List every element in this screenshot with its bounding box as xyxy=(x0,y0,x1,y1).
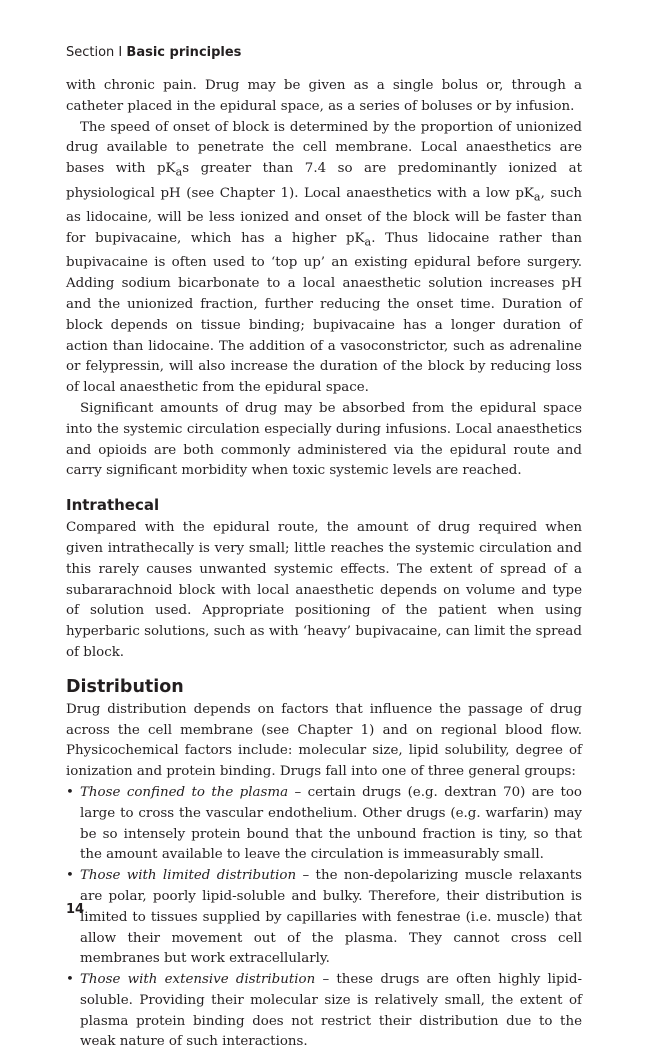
bullet-icon: • xyxy=(66,972,74,988)
distribution-groups-list xyxy=(66,783,582,1053)
list-item-term: Those with limited distribution xyxy=(80,868,297,884)
paragraph-text: s greater than 7.4 so are predominantly ionized at physiological pH (see Chapter 1). Local anaesthetics with a low pK xyxy=(66,161,582,201)
subscript: a xyxy=(533,190,541,204)
intrathecal-heading: Intrathecal xyxy=(66,496,160,515)
running-header xyxy=(66,44,241,62)
paragraph-systemic-absorption: Significant amounts of drug may be absorbed from the epidural space into the systemic circulation especially during infusions. Local anaesthetics and opioids are both commonly administered via the epidural route and carry significant morbidity when toxic systemic levels are reached. xyxy=(66,400,582,479)
subscript: a xyxy=(364,235,372,249)
paragraph-text: The speed of onset of block is determined by the proportion of unionized drug available to penetrate the cell membrane. Local anaesthetics are bases with pK xyxy=(66,119,582,177)
bullet-icon: • xyxy=(66,784,74,800)
subscript: a xyxy=(175,165,183,179)
paragraph-text: . Thus lidocaine rather than bupivacaine is often used to ‘top up’ an existing epidural before surgery. Adding sodium bicarbonate to a local anaesthetic solution increases pH and the unionized fraction, further reducing the onset time. Duration of block depends on tissue binding; bupivacaine has a longer duration of action than lidocaine. The addition of a vasoconstrictor, such as adrenaline or felypressin, will also increase the duration of the block by reducing loss of local anaesthetic from the epidural space. xyxy=(66,230,582,396)
distribution-heading: Distribution xyxy=(66,676,184,697)
paragraph-onset-speed xyxy=(66,118,582,399)
section-title: Basic principles xyxy=(126,45,242,60)
page-body xyxy=(66,76,582,1053)
section-label: Section I xyxy=(66,45,123,60)
list-item-text: – these drugs are often highly lipid-soluble. Providing their molecular size is relatively small, the extent of plasma protein binding does not restrict their distribution due to the weak nature of such interactions. xyxy=(80,972,582,1050)
list-item xyxy=(66,783,582,866)
distribution-paragraph: Drug distribution depends on factors that influence the passage of drug across the cell membrane (see Chapter 1) and on regional blood flow. Physicochemical factors include: molecular size, lipid solubility, degree of ionization and protein binding. Drugs fall into one of three general groups: xyxy=(66,701,582,780)
list-item xyxy=(66,866,582,970)
paragraph-text: , such as lidocaine, will be less ionized and onset of the block will be faster than for bupivacaine, which has a higher pK xyxy=(66,185,582,246)
list-item xyxy=(66,970,582,1053)
intrathecal-paragraph: Compared with the epidural route, the amount of drug required when given intrathecally is very small; little reaches the systemic circulation and this rarely causes unwanted systemic effects. The extent of spread of a subararachnoid block with local anaesthetic depends on volume and type of solution used. Appropriate positioning of the patient when using hyperbaric solutions, such as with ‘heavy’ bupivacaine, can limit the spread of block. xyxy=(66,520,582,660)
bullet-icon: • xyxy=(66,868,74,884)
page-number: 14 xyxy=(66,902,85,917)
list-item-text: – the non-depolarizing muscle relaxants are polar, poorly lipid-soluble and bulky. Therefore, their distribution is limited to tissues supplied by capillaries with fenestrae (i.e. muscle) that allow their movement out of the plasma. They cannot cross cell membranes but work extracellularly. xyxy=(80,868,582,967)
list-item-term: Those confined to the plasma xyxy=(80,784,289,800)
list-item-text: – certain drugs (e.g. dextran 70) are too large to cross the vascular endothelium. Other drugs (e.g. warfarin) may be so intensely protein bound that the unbound fraction is tiny, so that the amount available to leave the circulation is immeasurably small. xyxy=(80,784,582,863)
list-item-term: Those with extensive distribution xyxy=(80,972,316,988)
paragraph-continued: with chronic pain. Drug may be given as a single bolus or, through a catheter placed in the epidural space, as a series of boluses or by infusion. xyxy=(66,78,582,114)
